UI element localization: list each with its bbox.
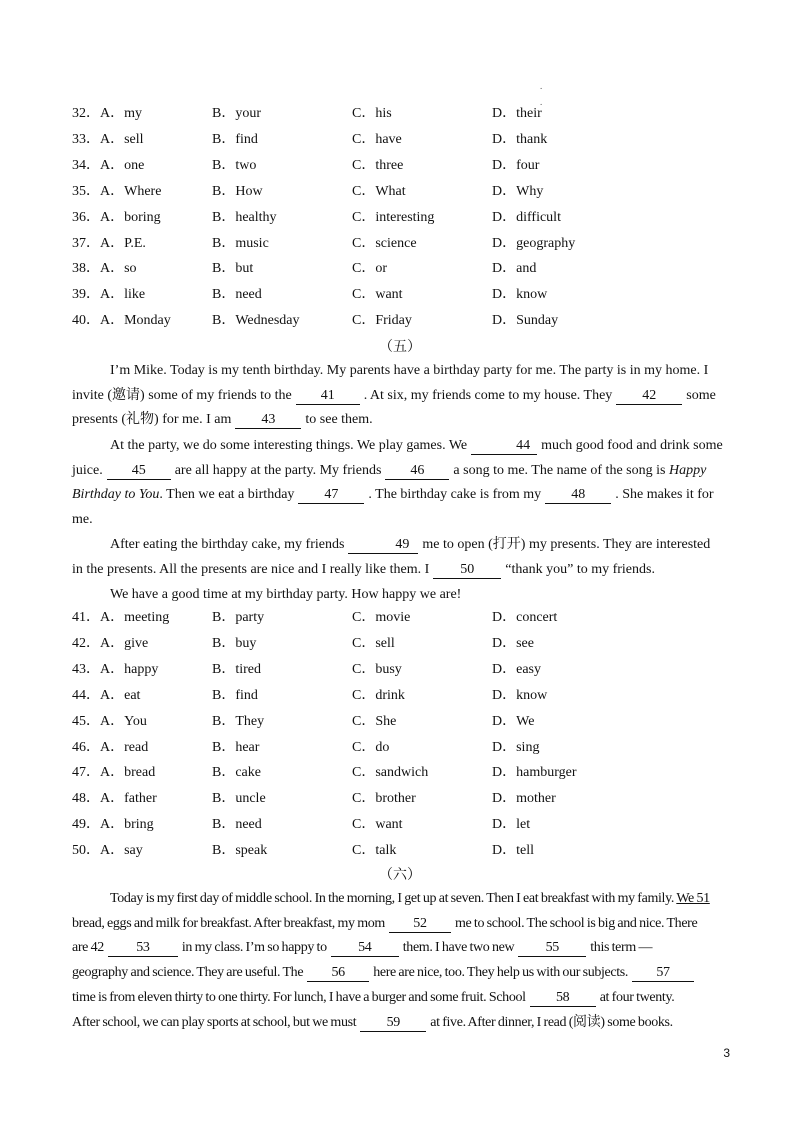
question-number: 33．	[72, 131, 100, 147]
blank-55[interactable]: 55	[518, 940, 586, 957]
section-6-heading: （六）	[379, 868, 421, 883]
option-d[interactable]: D．let	[492, 817, 531, 833]
option-c[interactable]: C．sandwich	[352, 765, 429, 781]
question-row	[72, 815, 752, 835]
option-d[interactable]: D．mother	[492, 791, 556, 807]
blank-59[interactable]: 59	[360, 1015, 426, 1032]
question-number: 48．	[72, 791, 100, 807]
blank-42[interactable]: 42	[616, 388, 682, 405]
question-row	[72, 104, 752, 124]
option-a[interactable]: A．my	[100, 106, 142, 121]
option-d[interactable]: D．their	[492, 106, 542, 121]
question-row	[72, 130, 752, 150]
option-b[interactable]: B．two	[212, 157, 257, 173]
option-c[interactable]: C．or	[352, 261, 387, 277]
option-d[interactable]: D．know	[492, 287, 548, 303]
option-a[interactable]: A．read	[100, 739, 149, 755]
blank-46[interactable]: 46	[385, 463, 449, 480]
option-d[interactable]: D．We	[492, 713, 535, 729]
option-a[interactable]: A．Monday	[100, 313, 171, 329]
page-number: 3	[723, 1046, 730, 1060]
question-number: 32．	[72, 106, 100, 121]
blank-51[interactable]: We 51	[676, 891, 710, 906]
option-d[interactable]: D．concert	[492, 610, 558, 625]
question-row	[72, 789, 752, 809]
option-c[interactable]: C．busy	[352, 661, 402, 677]
option-a[interactable]: A．meeting	[100, 610, 170, 625]
question-number: 46．	[72, 739, 100, 755]
blank-54[interactable]: 54	[331, 940, 399, 957]
question-number: 42．	[72, 635, 100, 651]
option-d[interactable]: D．hamburger	[492, 765, 577, 781]
section-6-paragraph: Today is my first day of middle school. In the morning, I get up at seven. Then I eat breakfast with my family. We 51 bread, eggs and milk for breakfast. After breakfast, my mom 52 me to school. The school is big and nice. There are 42 53 in my class. I’m so happy to 54 them. I have two new 55 this term — geography and science. They are useful. The 56 here are nice, too. They help us with our subjects. 57 time is from eleven thirty to one thirty. For lunch, I have a burger and some fruit. School 58 at four twenty. After school, we can play sports at school, but we must 59 at five. After dinner, I read (阅读) some books.	[72, 891, 710, 1030]
option-c[interactable]: C．interesting	[352, 209, 435, 225]
option-c[interactable]: C．movie	[352, 610, 411, 625]
blank-57[interactable]: 57	[632, 965, 694, 982]
option-c[interactable]: C．have	[352, 131, 402, 147]
option-d[interactable]: D．Sunday	[492, 313, 559, 329]
option-a[interactable]: A．so	[100, 261, 137, 277]
question-number: 45．	[72, 713, 100, 729]
question-row	[72, 259, 752, 279]
option-c[interactable]: C．sell	[352, 635, 395, 651]
section-5-heading: （五）	[379, 340, 421, 355]
question-row	[72, 660, 752, 680]
question-row	[72, 634, 752, 654]
section-5-paragraph-1: I’m Mike. Today is my tenth birthday. My parents have a birthday party for me. The party is in my home. I invite (邀请) some of my friends to the 41 . At six, my friends come to my house. They 42 some presents (礼物) for me. I am 43 to see them.	[72, 363, 716, 428]
option-b[interactable]: B．find	[212, 687, 258, 703]
option-d[interactable]: D．four	[492, 157, 540, 173]
option-b[interactable]: B．tired	[212, 661, 261, 677]
option-a[interactable]: A．father	[100, 791, 157, 807]
question-row	[72, 234, 752, 254]
option-b[interactable]: B．music	[212, 235, 269, 251]
question-number: 47．	[72, 765, 100, 781]
question-number: 35．	[72, 183, 100, 199]
option-b[interactable]: B．cake	[212, 765, 261, 781]
question-number: 43．	[72, 661, 100, 677]
option-a[interactable]: A．like	[100, 287, 146, 303]
blank-47[interactable]: 47	[298, 487, 364, 504]
question-row	[72, 763, 752, 783]
question-row	[72, 208, 752, 228]
section-5-paragraph-3: After eating the birthday cake, my friends 49 me to open (打开) my presents. They are interested in the presents. All the presents are nice and I really like them. I 50 “thank you” to my friends.	[72, 537, 711, 577]
question-number: 36．	[72, 209, 100, 225]
option-c[interactable]: C．drink	[352, 687, 405, 703]
option-a[interactable]: A．bring	[100, 817, 154, 833]
option-b[interactable]: B．your	[212, 106, 261, 121]
option-c[interactable]: C．What	[352, 183, 406, 199]
option-c[interactable]: C．She	[352, 713, 397, 729]
option-b[interactable]: B．healthy	[212, 209, 277, 225]
option-d[interactable]: D．see	[492, 635, 534, 651]
question-row	[72, 841, 752, 861]
option-c[interactable]: C．science	[352, 235, 417, 251]
option-a[interactable]: A．sell	[100, 131, 144, 147]
option-a[interactable]: A．bread	[100, 765, 156, 781]
option-b[interactable]: B．uncle	[212, 791, 266, 807]
blank-44[interactable]: 44	[471, 438, 537, 455]
option-b[interactable]: B．They	[212, 713, 265, 729]
option-b[interactable]: B．How	[212, 183, 263, 199]
option-a[interactable]: A．eat	[100, 687, 141, 703]
option-c[interactable]: C．do	[352, 739, 390, 755]
question-number: 50．	[72, 843, 100, 859]
question-row	[72, 738, 752, 758]
blank-45[interactable]: 45	[107, 463, 171, 480]
option-a[interactable]: A．give	[100, 635, 149, 651]
corner-dots: . .	[540, 81, 543, 107]
option-b[interactable]: B．but	[212, 261, 254, 277]
option-a[interactable]: A．happy	[100, 661, 159, 677]
question-number: 41．	[72, 610, 100, 625]
option-c[interactable]: C．want	[352, 817, 403, 833]
option-c[interactable]: C．three	[352, 157, 404, 173]
blank-52[interactable]: 52	[389, 916, 451, 933]
option-d[interactable]: D．and	[492, 261, 537, 277]
blank-50[interactable]: 50	[433, 562, 501, 579]
option-b[interactable]: B．party	[212, 610, 265, 625]
option-a[interactable]: A．You	[100, 713, 147, 729]
option-a[interactable]: A．boring	[100, 209, 161, 225]
question-number: 49．	[72, 817, 100, 833]
question-row	[72, 311, 752, 331]
question-row	[72, 608, 752, 628]
question-number: 38．	[72, 261, 100, 277]
question-number: 37．	[72, 235, 100, 251]
option-c[interactable]: C．Friday	[352, 313, 412, 329]
option-a[interactable]: A．one	[100, 157, 145, 173]
blank-43[interactable]: 43	[235, 412, 301, 429]
option-b[interactable]: B．need	[212, 817, 262, 833]
option-a[interactable]: A．P.E.	[100, 235, 146, 251]
option-b[interactable]: B．Wednesday	[212, 313, 300, 329]
option-d[interactable]: D．geography	[492, 235, 576, 251]
option-b[interactable]: B．find	[212, 131, 258, 147]
blank-48[interactable]: 48	[545, 487, 611, 504]
option-c[interactable]: C．talk	[352, 843, 397, 859]
question-number: 34．	[72, 157, 100, 173]
option-c[interactable]: C．his	[352, 106, 392, 121]
question-row	[72, 712, 752, 732]
option-d[interactable]: D．thank	[492, 131, 548, 147]
section-5-paragraph-4: We have a good time at my birthday party. How happy we are!	[110, 587, 462, 602]
blank-41[interactable]: 41	[296, 388, 360, 405]
blank-53[interactable]: 53	[108, 940, 178, 957]
option-b[interactable]: B．buy	[212, 635, 257, 651]
blank-49[interactable]: 49	[348, 537, 418, 554]
option-a[interactable]: A．Where	[100, 183, 162, 199]
option-d[interactable]: D．Why	[492, 183, 544, 199]
option-a[interactable]: A．say	[100, 843, 143, 859]
question-number: 39．	[72, 287, 100, 303]
section-5-paragraph-2: At the party, we do some interesting things. We play games. We 44 much good food and drink some juice. 45 are all happy at the party. My friends 46 a song to me. The name of the song is Happy Birthday to You. Then we eat a birthday 47 . The birthday cake is from my 48 . She makes it for me.	[72, 438, 723, 528]
blank-56[interactable]: 56	[307, 965, 369, 982]
option-d[interactable]: D．sing	[492, 739, 540, 755]
option-c[interactable]: C．brother	[352, 791, 416, 807]
question-row	[72, 686, 752, 706]
question-number: 40．	[72, 313, 100, 329]
question-row	[72, 182, 752, 202]
option-b[interactable]: B．need	[212, 287, 262, 303]
option-b[interactable]: B．hear	[212, 739, 260, 755]
option-d[interactable]: D．easy	[492, 661, 541, 677]
question-row	[72, 285, 752, 305]
blank-58[interactable]: 58	[530, 990, 596, 1007]
option-d[interactable]: D．tell	[492, 843, 534, 859]
option-d[interactable]: D．know	[492, 687, 548, 703]
question-number: 44．	[72, 687, 100, 703]
option-d[interactable]: D．difficult	[492, 209, 561, 225]
option-c[interactable]: C．want	[352, 287, 403, 303]
question-row	[72, 156, 752, 176]
option-b[interactable]: B．speak	[212, 843, 268, 859]
